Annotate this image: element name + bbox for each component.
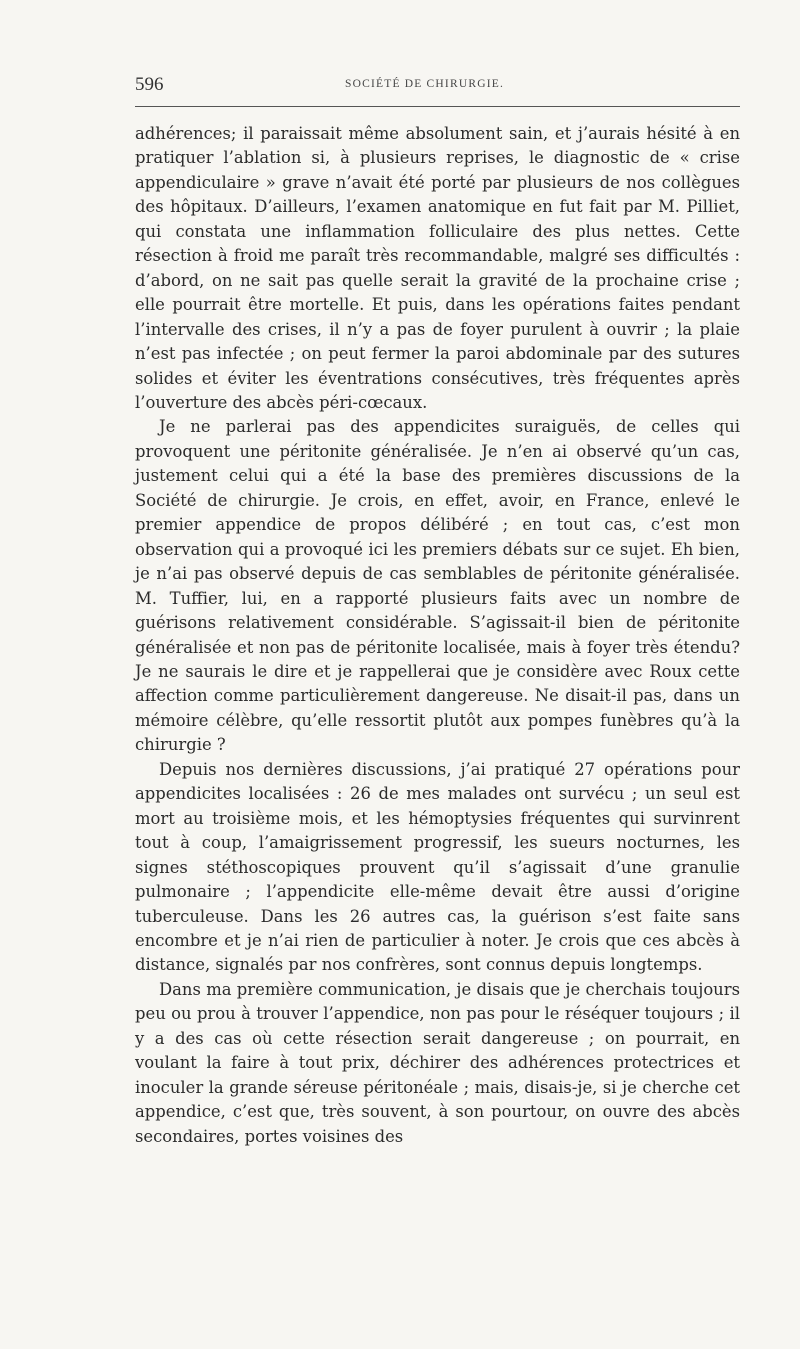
paragraph-2: Je ne parlerai pas des appendicites suraiguës, de celles qui provoquent une péritonite généralisée. Je n’en ai observé qu’un cas, justement celui qui a été la base des premières discussions de la Société de chirurgie. Je crois, en effet, avoir, en France, enlevé le premier appendice de propos délibéré ; en tout cas, c’est mon observation qui a provoqué ici les premiers débats sur ce sujet. Eh bien, je n’ai pas observé depuis de cas semblables de péritonite généralisée. M. Tuffier, lui, en a rapporté plusieurs faits avec un nombre de guérisons relativement considérable. S’agissait-il bien de péritonite généralisée et non pas de péritonite localisée, mais à foyer très étendu? Je ne saurais le dire et je rappellerai que je considère avec Roux cette affection comme particulièrement dangereuse. Ne disait-il pas, dans un mémoire célèbre, qu’elle ressortit plutôt aux pompes funèbres qu’à la chirurgie ?	[135, 417, 740, 755]
body-text	[135, 122, 740, 1149]
paragraph-3: Depuis nos dernières discussions, j’ai pratiqué 27 opérations pour appendicites localisées : 26 de mes malades ont survécu ; un seul est mort au troisième mois, et les hémoptysies fréquentes qui survinrent tout à coup, l’amaigrissement progressif, les sueurs nocturnes, les signes stéthoscopiques prouvent qu’il s’agissait d’une granulie pulmonaire ; l’appendicite elle-même devait être aussi d’origine tuberculeuse. Dans les 26 autres cas, la guérison s’est faite sans encombre et je n’ai rien de particulier à noter. Je crois que ces abcès à distance, signalés par nos confrères, sont connus depuis longtemps.	[135, 759, 740, 975]
running-head	[135, 74, 740, 100]
running-title: SOCIÉTÉ DE CHIRURGIE.	[345, 78, 505, 90]
paragraph-4: Dans ma première communication, je disais que je cherchais toujours peu ou prou à trouver l’appendice, non pas pour le réséquer toujours ; il y a des cas où cette résection serait dangereuse ; on pourrait, en voulant la faire à tout prix, déchirer des adhérences protectrices et inoculer la grande séreuse péritonéale ; mais, disais-je, si je cherche cet appendice, c’est que, très souvent, à son pourtour, on ouvre des abcès secondaires, portes voisines des	[135, 979, 740, 1146]
paragraph-1: adhérences; il paraissait même absolument sain, et j’aurais hésité à en pratiquer l’ablation si, à plusieurs reprises, le diagnostic de « crise appendiculaire » grave n’avait été porté par plusieurs de nos collègues des hôpitaux. D’ailleurs, l’examen anatomique en fut fait par M. Pilliet, qui constata une inflammation folliculaire des plus nettes. Cette résection à froid me paraît très recommandable, malgré ses difficultés : d’abord, on ne sait pas quelle serait la gravité de la prochaine crise ; elle pourrait être mortelle. Et puis, dans les opérations faites pendant l’intervalle des crises, il n’y a pas de foyer purulent à ouvrir ; la plaie n’est pas infectée ; on peut fermer la paroi abdominale par des sutures solides et éviter les éventrations consécutives, très fréquentes après l’ouverture des abcès péri-cœcaux.	[135, 124, 740, 412]
page-number: 596	[135, 74, 164, 95]
header-rule	[135, 106, 740, 107]
